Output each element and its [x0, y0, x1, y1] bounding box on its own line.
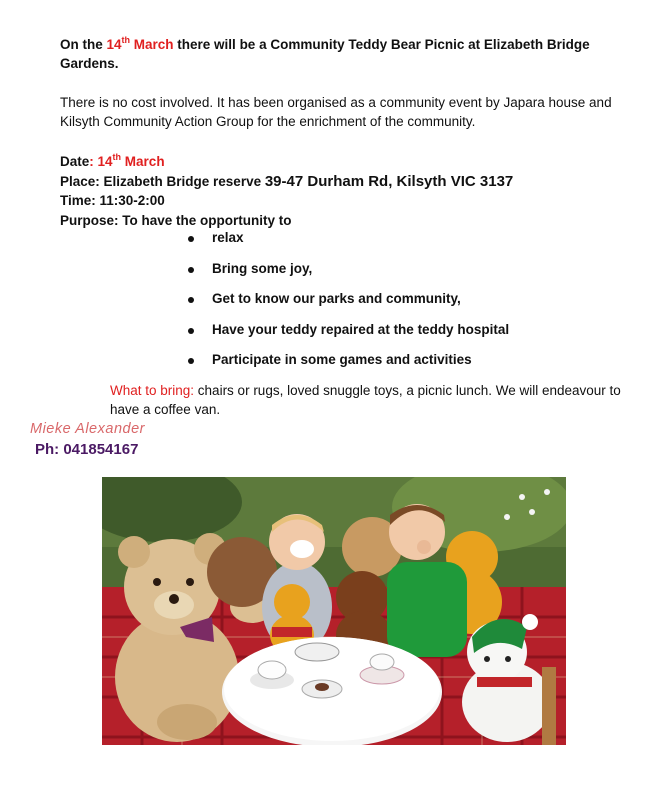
intro-date-num: 14	[106, 37, 122, 52]
list-item	[186, 261, 509, 292]
bullet-icon	[188, 328, 194, 334]
bullet-icon	[188, 267, 194, 273]
date-value	[89, 151, 165, 169]
intro-prefix: On the	[60, 37, 107, 52]
bring-text: chairs or rugs, loved snuggle toys, a picnic lunch. We will endeavour to have a coffee van.	[110, 383, 621, 417]
time-line: Time: 11:30-2:00	[60, 193, 165, 208]
purpose-list	[186, 230, 509, 383]
bring-label: What to bring:	[110, 383, 195, 398]
contact-name: Mieke Alexander	[30, 421, 145, 437]
what-to-bring	[110, 381, 630, 419]
bullet-icon	[188, 236, 194, 242]
date-num: 14	[97, 154, 113, 169]
list-item-text: Bring some joy,	[212, 260, 313, 276]
purpose-line: Purpose: To have the opportunity to	[60, 212, 292, 228]
date-colon: :	[89, 154, 98, 169]
list-item	[186, 352, 509, 383]
intro-suffix: there will be a Community Teddy Bear Picnic at Elizabeth Bridge Gardens.	[60, 37, 590, 71]
place-label: Place: Elizabeth Bridge reserve	[60, 173, 265, 189]
date-line	[60, 152, 640, 172]
list-item-text: Have your teddy repaired at the teddy hospital	[212, 321, 510, 337]
place-address: 39-47 Durham Rd, Kilsyth VIC 3137	[264, 172, 514, 190]
picnic-photo	[102, 477, 566, 745]
date-month: March	[121, 154, 165, 169]
list-item-text: relax	[212, 230, 244, 245]
intro-paragraph	[60, 35, 630, 73]
list-item	[186, 230, 509, 261]
intro-date-sup: th	[121, 34, 131, 45]
list-item	[186, 291, 509, 322]
date-label: Date	[60, 154, 90, 169]
list-item-text: Participate in some games and activities	[212, 352, 472, 367]
event-details	[60, 152, 640, 230]
intro-date	[106, 34, 174, 52]
bullet-icon	[188, 358, 194, 364]
intro-date-month: March	[130, 37, 174, 52]
contact-phone: Ph: 041854167	[35, 441, 139, 458]
list-item	[186, 322, 509, 353]
bullet-icon	[188, 297, 194, 303]
date-sup: th	[112, 151, 122, 162]
list-item-text: Get to know our parks and community,	[212, 291, 461, 306]
place-line	[60, 172, 640, 192]
cost-paragraph: There is no cost involved. It has been organised as a community event by Japara house and Kilsyth Community Action Group for the enrichment of the community.	[60, 95, 612, 129]
